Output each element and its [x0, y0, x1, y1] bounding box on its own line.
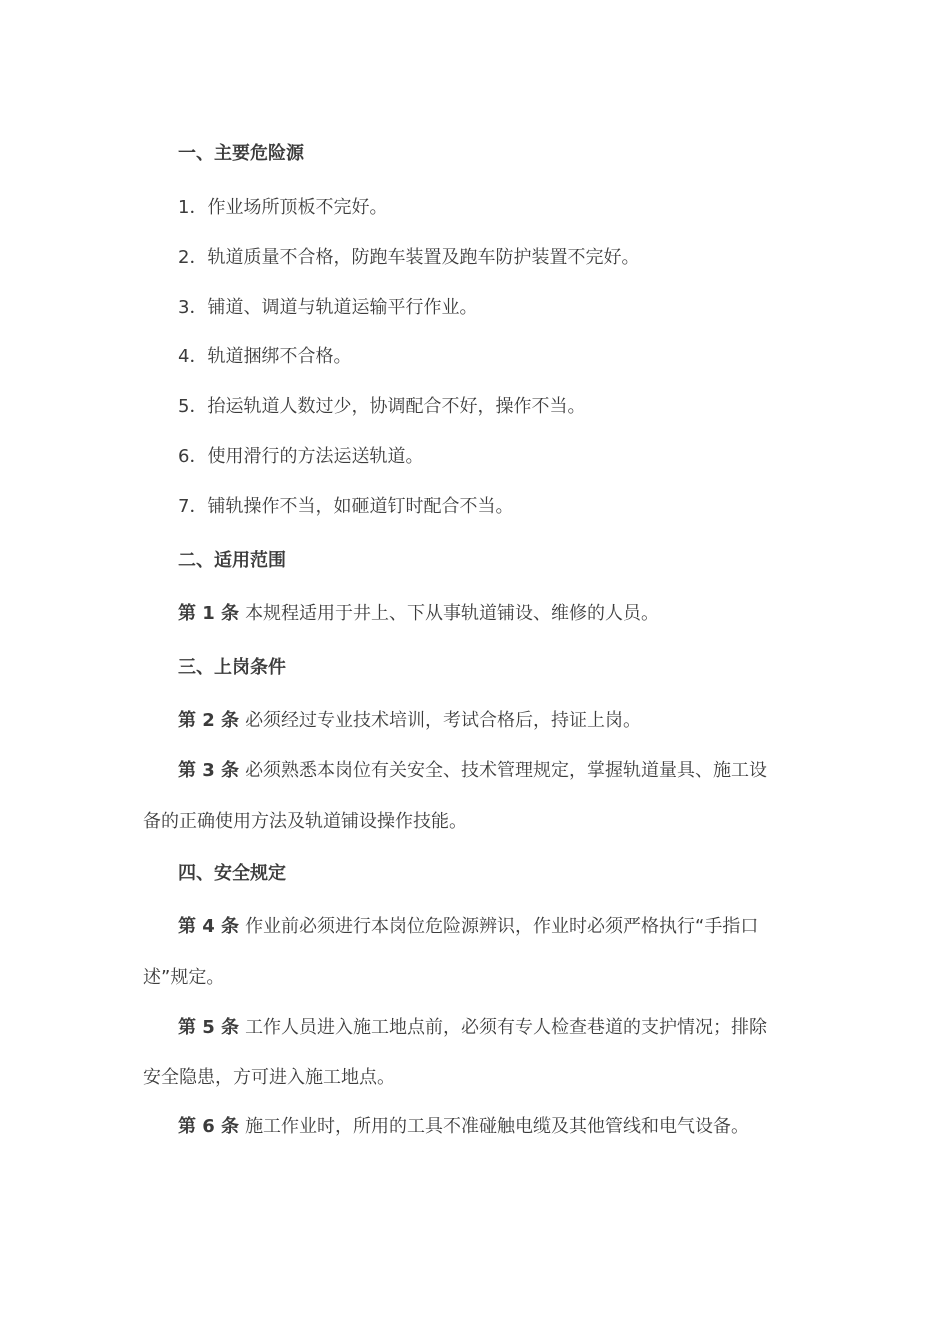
section-heading-hazards: 一、主要危险源 — [178, 143, 304, 164]
article-label: 第 2 条 — [178, 710, 240, 731]
section-heading-safety: 四、安全规定 — [178, 863, 286, 884]
article-3 — [0, 759, 950, 783]
hazard-item: 1．作业场所顶板不完好。 — [178, 197, 388, 218]
article-label: 第 3 条 — [178, 760, 240, 781]
article-text: 作业前必须进行本岗位危险源辨识，作业时必须严格执行“手指口 — [245, 916, 759, 937]
article-6 — [0, 1115, 950, 1139]
hazard-item: 7．铺轨操作不当，如砸道钉时配合不当。 — [178, 496, 514, 517]
hazard-item: 6．使用滑行的方法运送轨道。 — [178, 446, 424, 467]
article-label: 第 1 条 — [178, 603, 240, 624]
hazard-item: 5．抬运轨道人数过少，协调配合不好，操作不当。 — [178, 396, 586, 417]
section-heading-scope: 二、适用范围 — [178, 550, 286, 571]
article-2 — [0, 709, 950, 733]
article-label: 第 5 条 — [178, 1017, 240, 1038]
section-heading-conditions: 三、上岗条件 — [178, 657, 286, 678]
article-label: 第 6 条 — [178, 1116, 240, 1137]
article-label: 第 4 条 — [178, 916, 240, 937]
article-1 — [0, 602, 950, 626]
article-text: 工作人员进入施工地点前，必须有专人检查巷道的支护情况；排除 — [245, 1017, 768, 1038]
article-4 — [0, 915, 950, 939]
hazard-item: 3．铺道、调道与轨道运输平行作业。 — [178, 297, 478, 318]
article-5 — [0, 1016, 950, 1040]
article-3-continuation: 备的正确使用方法及轨道铺设操作技能。 — [143, 811, 467, 832]
hazard-item: 4．轨道捆绑不合格。 — [178, 346, 352, 367]
article-text: 本规程适用于井上、下从事轨道铺设、维修的人员。 — [245, 603, 660, 624]
article-text: 必须经过专业技术培训，考试合格后，持证上岗。 — [245, 710, 642, 731]
article-4-continuation: 述”规定。 — [143, 967, 225, 988]
hazard-item: 2．轨道质量不合格，防跑车装置及跑车防护装置不完好。 — [178, 247, 640, 268]
article-5-continuation: 安全隐患，方可进入施工地点。 — [143, 1067, 395, 1088]
article-text: 施工作业时，所用的工具不准碰触电缆及其他管线和电气设备。 — [245, 1116, 750, 1137]
article-text: 必须熟悉本岗位有关安全、技术管理规定，掌握轨道量具、施工设 — [245, 760, 768, 781]
